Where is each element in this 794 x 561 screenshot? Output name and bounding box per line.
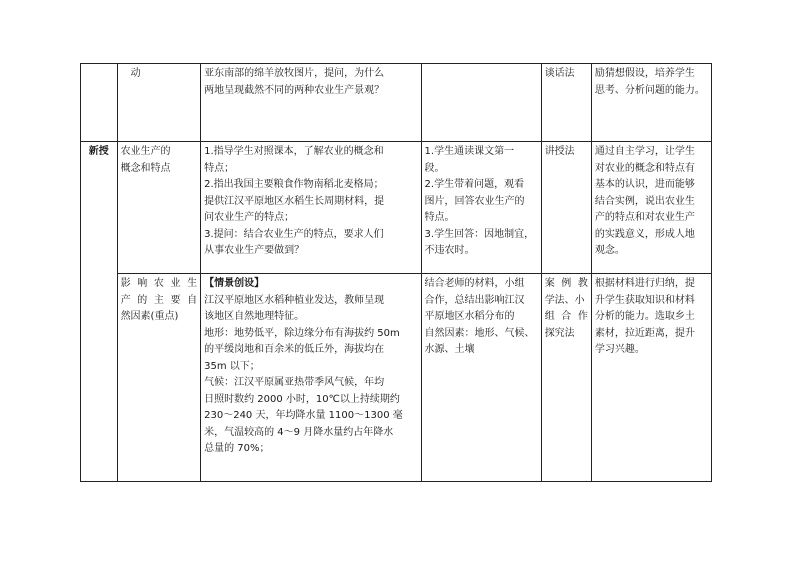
method-line: 组 合 作 [544, 311, 588, 322]
text-line: 总量的 70%； [204, 443, 270, 454]
text-line: 基本的认识，进而能够 [594, 179, 695, 190]
method-line: 探究法 [544, 327, 575, 339]
topic-line: 产的主要自 [120, 294, 198, 306]
intent-cell [591, 64, 711, 142]
text-line: 江汉平原地区水稻种植业发达，教师呈现 [204, 294, 385, 306]
text-line: 提供江汉平原地区水稻生长周期材料，提 [204, 195, 385, 207]
student-activity-cell [421, 64, 541, 142]
text-line: 该地区自然地理特征。 [204, 311, 305, 322]
text-line: 特点； [204, 162, 235, 174]
text-line: 段。 [424, 162, 445, 174]
topic-text: 动 [130, 68, 141, 79]
topic-line: 然因素(重点) [120, 311, 179, 322]
teacher-activity-cell [201, 64, 421, 142]
text-line: 根据材料进行归纳，提 [594, 278, 695, 289]
topic-cell [117, 64, 201, 142]
text-line: 230～240 天，年均降水量 1100～1300 毫 [204, 410, 403, 421]
table-row [81, 64, 712, 142]
text-line: 水源、土壤 [424, 344, 475, 355]
text-line: 观念。 [594, 245, 625, 256]
method-text: 讲授法 [544, 146, 575, 157]
text-line: 平原地区水稻分布的 [424, 311, 515, 322]
text-line: 结合实例，说出农业生 [594, 195, 695, 207]
text-line: 1.学生通读课文第一 [424, 146, 515, 157]
method-line: 案 例 教 [544, 278, 588, 289]
text-line: 素材，拉近距离，提升 [594, 327, 695, 339]
text-line: 学习兴趣。 [594, 344, 645, 355]
text-line: 气候：江汉平原属亚热带季风气候，年均 [204, 377, 385, 388]
scenario-heading: 【情景创设】 [204, 278, 265, 289]
text-line: 对农业的概念和特点有 [594, 162, 695, 174]
text-line: 不违农时。 [424, 245, 475, 256]
text-line: 通过自主学习，让学生 [594, 146, 695, 157]
text-line: 米，气温较高的 4～9 月降水量约占年降水 [204, 426, 394, 438]
student-activity-cell [421, 274, 541, 482]
text-line: 2.学生带着问题，观看 [424, 179, 525, 190]
text-line: 图片，回答农业生产的 [424, 195, 525, 207]
text-line: 3.提问：结合农业生产的特点，要求人们 [204, 228, 384, 240]
topic-cell [117, 142, 201, 274]
text-line: 亚东南部的绵羊放牧图片，提问，为什么 [204, 68, 385, 79]
table-row [81, 142, 712, 274]
intent-cell [591, 274, 711, 482]
text-line: 2.指出我国主要粮食作物南稻北麦格局； [204, 179, 384, 190]
text-line: 日照时数约 2000 小时，10℃以上持续期约 [204, 393, 400, 405]
method-cell [541, 274, 591, 482]
method-line: 学法、小 [544, 294, 585, 306]
text-line: 特点。 [424, 212, 455, 223]
text-line: 3.学生回答：因地制宜， [424, 228, 535, 240]
text-line: 励猜想假设，培养学生 [594, 68, 695, 79]
text-line: 从事农业生产要做到？ [204, 245, 305, 256]
text-line: 结合老师的材料，小组 [424, 278, 525, 289]
teacher-activity-cell [201, 274, 421, 482]
text-line: 的平缓岗地和百余米的低丘外，海拔均在 [204, 344, 385, 355]
text-line: 问农业生产的特点； [204, 212, 295, 223]
topic-line: 概念和特点 [120, 162, 171, 174]
text-line: 合作，总结出影响江汉 [424, 294, 525, 306]
method-cell [541, 64, 591, 142]
text-line: 两地呈现截然不同的两种农业生产景观？ [204, 84, 385, 96]
lesson-plan-table [80, 63, 712, 482]
text-line: 1.指导学生对照课本，了解农业的概念和 [204, 146, 384, 157]
text-line: 思考、分析问题的能力。 [594, 84, 705, 96]
stage-cell [81, 64, 118, 142]
topic-line: 农业生产的 [120, 146, 171, 157]
teacher-activity-cell [201, 142, 421, 274]
text-line: 35m 以下； [204, 360, 260, 372]
method-text: 谈话法 [544, 68, 575, 79]
text-line: 产的特点和对农业生产 [594, 212, 695, 223]
text-line: 地形：地势低平，除边缘分布有海拔约 50m [204, 327, 400, 339]
method-cell [541, 142, 591, 274]
topic-cell [117, 274, 201, 482]
text-line: 自然因素：地形、气候、 [424, 327, 535, 339]
table-row [81, 274, 712, 482]
stage-label: 新授 [81, 142, 118, 482]
topic-line: 影响农业生 [120, 278, 198, 289]
text-line: 升学生获取知识和材料 [594, 294, 695, 306]
student-activity-cell [421, 142, 541, 274]
text-line: 分析的能力。选取乡土 [594, 311, 695, 322]
text-line: 的实践意义，形成人地 [594, 228, 695, 240]
intent-cell [591, 142, 711, 274]
